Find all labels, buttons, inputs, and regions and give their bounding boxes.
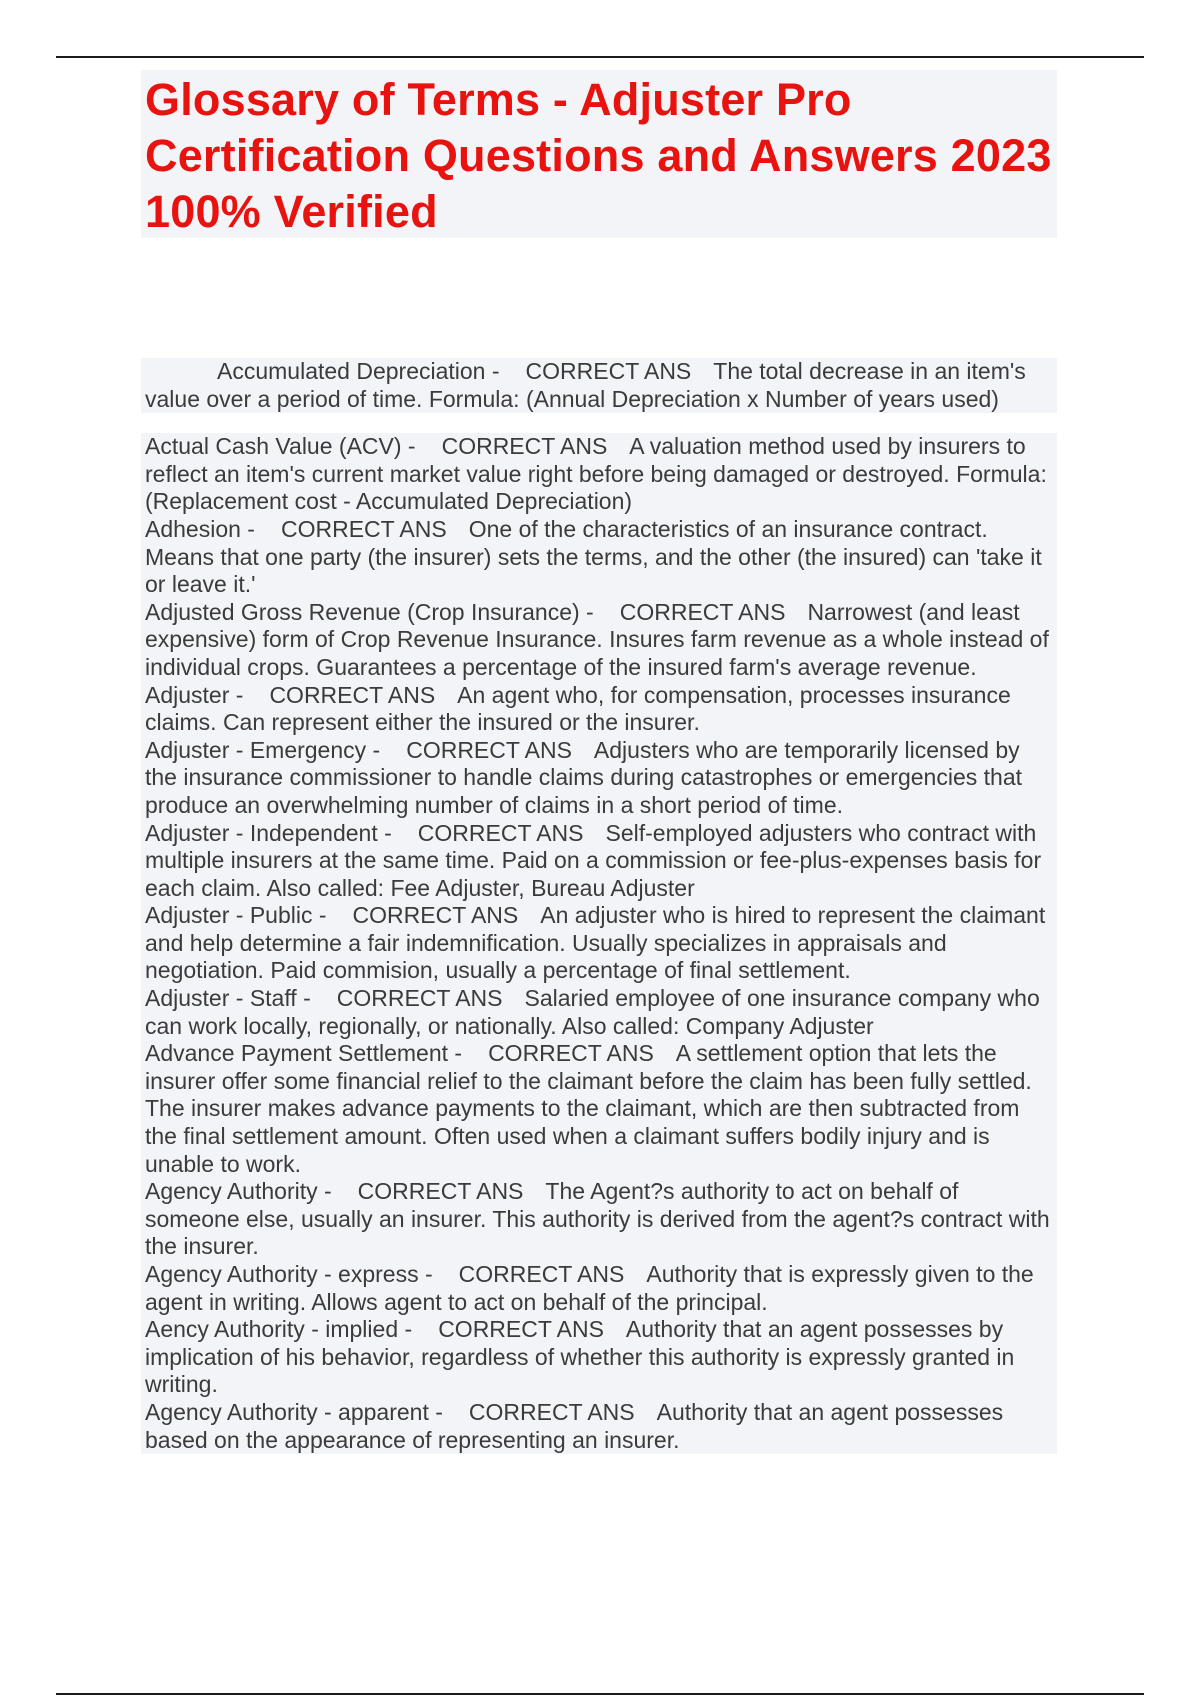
bottom-divider xyxy=(56,1693,1144,1695)
entry-term: Actual Cash Value (ACV) - xyxy=(145,433,416,459)
entry-answer-label: CORRECT ANS xyxy=(352,902,519,929)
title-block xyxy=(141,70,1057,238)
entry-term: Advance Payment Settlement - xyxy=(145,1040,462,1066)
entry-definition: Salaried employee of one insurance company who can work locally, regionally, or nationally. Also called: Company Adjuster xyxy=(145,985,1040,1039)
entry-term: Adjuster - Emergency - xyxy=(145,737,380,763)
glossary-entry xyxy=(141,902,1057,985)
glossary-entry xyxy=(141,1316,1057,1399)
glossary-entry xyxy=(141,433,1057,516)
entry-definition: Self-employed adjusters who contract with multiple insurers at the same time. Paid on a commission or fee-plus-expenses basis for each claim. Also called: Fee Adjuster, Bureau Adjuster xyxy=(145,819,1042,901)
entry-term: Agency Authority - xyxy=(145,1178,332,1204)
glossary-entry xyxy=(141,820,1057,903)
entry-definition: Authority that an agent possesses by implication of his behavior, regardless of whether this authority is expressly granted in writing. xyxy=(145,1316,1015,1398)
entry-term: Aency Authority - implied - xyxy=(145,1316,412,1342)
glossary-entry xyxy=(141,1399,1057,1454)
entry-term: Adjuster - Public - xyxy=(145,902,327,928)
top-divider xyxy=(56,56,1144,58)
entry-term: Adjuster - xyxy=(145,682,243,708)
entry-answer-label: CORRECT ANS xyxy=(468,1398,635,1425)
entry-term: Adjuster - Independent - xyxy=(145,820,392,846)
entry-definition: An agent who, for compensation, processes insurance claims. Can represent either the insured or the insurer. xyxy=(145,681,1011,736)
glossary-entry xyxy=(141,1261,1057,1316)
entry-answer-label: CORRECT ANS xyxy=(417,819,584,846)
entry-definition: The Agent?s authority to act on behalf of someone else, usually an insurer. This authority is derived from the agent?s contract with the insurer. xyxy=(145,1178,1050,1260)
glossary-entry xyxy=(141,1178,1057,1261)
entry-definition: An adjuster who is hired to represent the claimant and help determine a fair indemnification. Usually specializes in appraisals and negotiation. Paid commision, usually a percentage of final settlement. xyxy=(145,902,1046,984)
glossary-list xyxy=(141,358,1057,1454)
glossary-entry xyxy=(141,985,1057,1040)
glossary-entry xyxy=(141,358,1057,413)
entry-definition: A valuation method used by insurers to reflect an item's current market value right before being damaged or destroyed. Formula: (Replacement cost - Accumulated Depreciation) xyxy=(145,433,1047,515)
entry-answer-label: CORRECT ANS xyxy=(406,736,572,763)
entry-answer-label: CORRECT ANS xyxy=(269,681,436,708)
entry-term: Agency Authority - apparent - xyxy=(145,1399,443,1425)
entry-answer-label: CORRECT ANS xyxy=(280,515,447,542)
entry-definition: One of the characteristics of an insurance contract. Means that one party (the insurer) sets the terms, and the other (the insured) can 'take it or leave it.' xyxy=(145,515,1042,598)
glossary-entry xyxy=(141,682,1057,737)
glossary-entry xyxy=(141,516,1057,599)
entry-answer-label: CORRECT ANS xyxy=(438,1316,604,1343)
entry-term: Adhesion - xyxy=(145,516,255,542)
entry-definition: Adjusters who are temporarily licensed by the insurance commissioner to handle claims during catastrophes or emergencies that produce an overwhelming number of claims in a short period of time. xyxy=(145,736,1022,818)
entry-answer-label: CORRECT ANS xyxy=(336,985,503,1012)
entry-term: Accumulated Depreciation - xyxy=(217,358,500,384)
entry-definition: Authority that an agent possesses based on the appearance of representing an insurer. xyxy=(145,1398,1004,1453)
entry-term: Agency Authority - express - xyxy=(145,1261,433,1287)
entry-answer-label: CORRECT ANS xyxy=(525,358,692,384)
entry-definition: A settlement option that lets the insurer offer some financial relief to the claimant before the claim has been fully settled. The insurer makes advance payments to the claimant, which are then subtracted from the final settlement amount. Often used when a claimant suffers bodily injury and is unable to work. xyxy=(145,1040,1032,1177)
glossary-entry xyxy=(141,599,1057,682)
entry-term: Adjusted Gross Revenue (Crop Insurance) - xyxy=(145,599,594,625)
entry-definition: Narrowest (and least expensive) form of Crop Revenue Insurance. Insures farm revenue as a whole instead of individual crops. Guarantees a percentage of the insured farm's average revenue. xyxy=(145,598,1049,680)
glossary-entry xyxy=(141,737,1057,820)
document-title: Glossary of Terms - Adjuster Pro Certification Questions and Answers 2023 100% Verified xyxy=(145,74,1052,237)
entry-answer-label: CORRECT ANS xyxy=(619,598,786,625)
entry-answer-label: CORRECT ANS xyxy=(458,1261,625,1287)
entry-answer-label: CORRECT ANS xyxy=(357,1178,524,1205)
entry-answer-label: CORRECT ANS xyxy=(441,433,608,460)
entry-answer-label: CORRECT ANS xyxy=(488,1040,654,1067)
entry-term: Adjuster - Staff - xyxy=(145,985,311,1011)
entry-definition: The total decrease in an item's value over a period of time. Formula: (Annual Depreciation x Number of years used) xyxy=(145,358,1026,412)
glossary-entry xyxy=(141,1040,1057,1178)
entry-definition: Authority that is expressly given to the agent in writing. Allows agent to act on behalf of the principal. xyxy=(145,1261,1034,1315)
